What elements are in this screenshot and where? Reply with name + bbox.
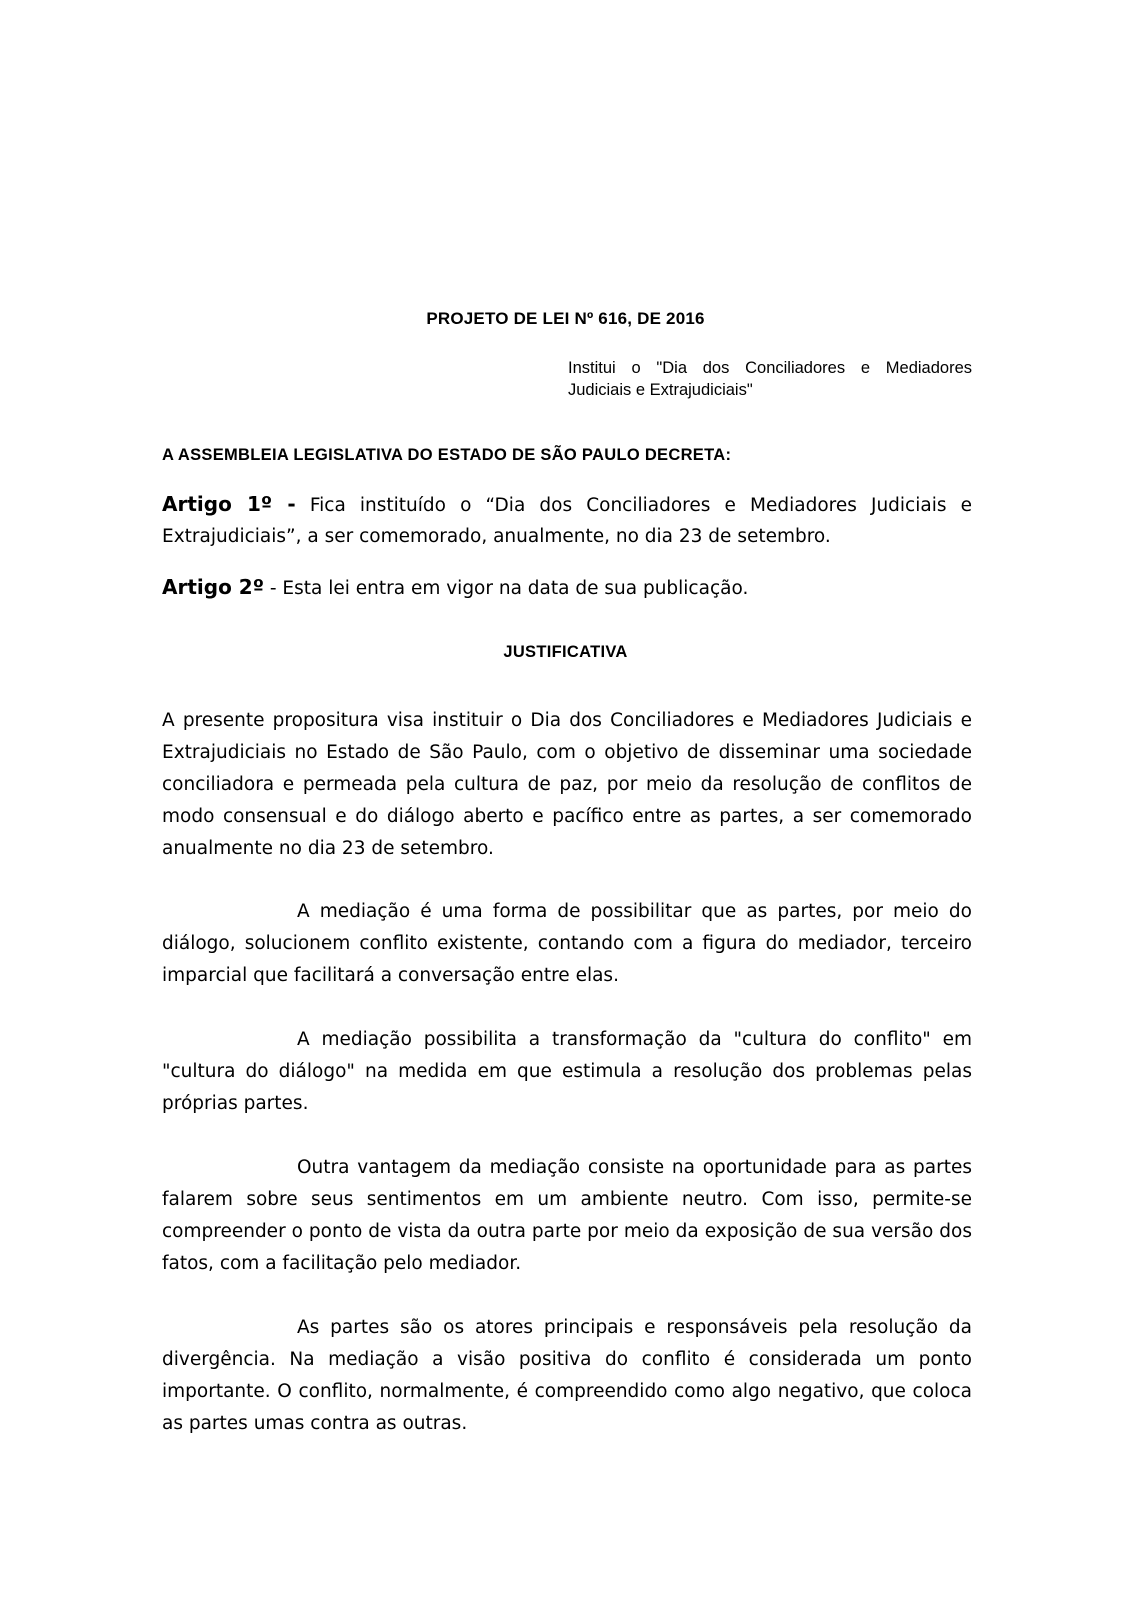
article-2-text: - Esta lei entra em vigor na data de sua publicação. xyxy=(263,578,749,599)
bill-title: PROJETO DE LEI Nº 616, DE 2016 xyxy=(426,309,705,328)
justification-paragraph: A mediação possibilita a transformação da "cultura do conflito" em "cultura do diálogo" na medida em que estimula a resolução dos problemas pelas próprias partes. xyxy=(162,1029,972,1114)
article-2 xyxy=(162,572,972,604)
justification-heading: JUSTIFICATIVA xyxy=(503,643,628,661)
enacting-clause: A ASSEMBLEIA LEGISLATIVA DO ESTADO DE SÃO PAULO DECRETA: xyxy=(162,446,732,464)
justification-paragraph: A presente propositura visa instituir o Dia dos Conciliadores e Mediadores Judiciais e Extrajudiciais no Estado de São Paulo, com o objetivo de disseminar uma sociedade conciliadora e permeada pela cultura de paz, por meio da resolução de conflitos de modo consensual e do diálogo aberto e pacífico entre as partes, a ser comemorado anualmente no dia 23 de setembro. xyxy=(162,710,972,859)
article-1 xyxy=(162,489,972,552)
bill-summary: Institui o "Dia dos Conciliadores e Mediadores Judiciais e Extrajudiciais" xyxy=(568,359,972,399)
article-2-label: Artigo 2º xyxy=(162,575,264,599)
article-1-label: Artigo 1º - xyxy=(162,492,296,516)
justification-paragraph: Outra vantagem da mediação consiste na oportunidade para as partes falarem sobre seus sentimentos em um ambiente neutro. Com isso, permite-se compreender o ponto de vista da outra parte por meio da exposição de sua versão dos fatos, com a facilitação pelo mediador. xyxy=(162,1157,972,1274)
justification-paragraph: A mediação é uma forma de possibilitar que as partes, por meio do diálogo, solucionem conflito existente, contando com a figura do mediador, terceiro imparcial que facilitará a conversação entre elas. xyxy=(162,901,972,986)
article-1-text: Fica instituído o “Dia dos Conciliadores e Mediadores Judiciais e Extrajudiciais”, a ser comemorado, anualmente, no dia 23 de setembro. xyxy=(162,495,972,547)
justification-paragraph: As partes são os atores principais e responsáveis pela resolução da divergência. Na mediação a visão positiva do conflito é considerada um ponto importante. O conflito, normalmente, é compreendido como algo negativo, que coloca as partes umas contra as outras. xyxy=(162,1317,972,1434)
